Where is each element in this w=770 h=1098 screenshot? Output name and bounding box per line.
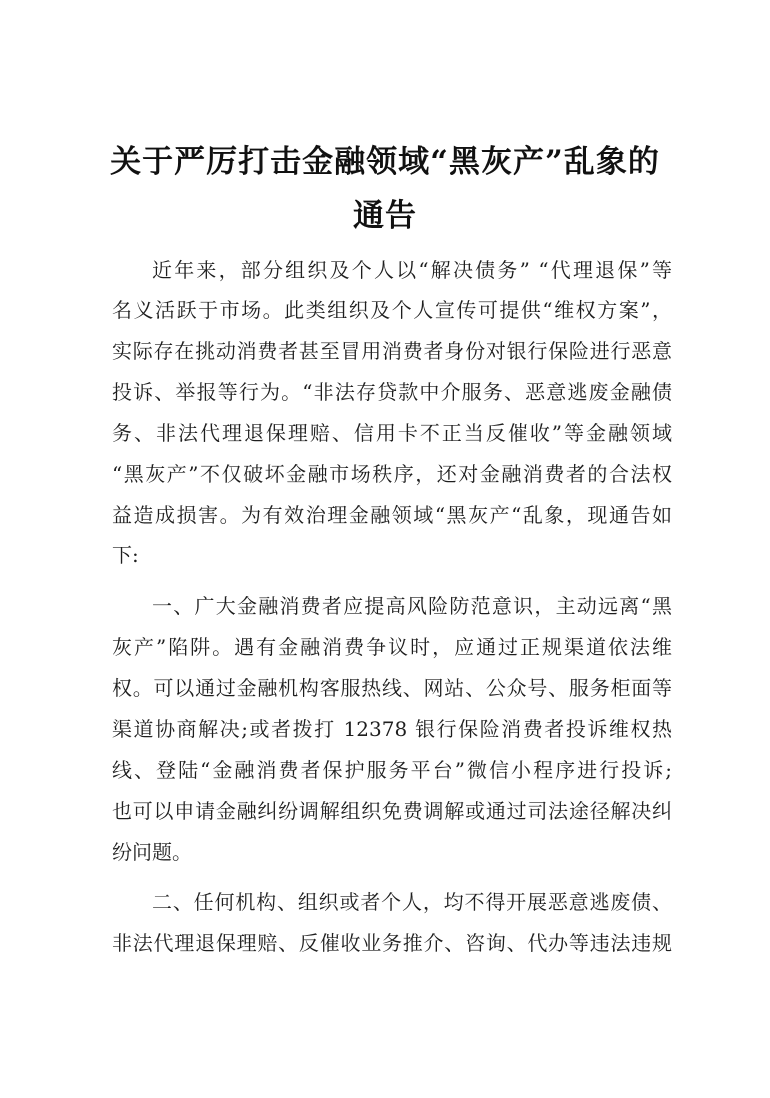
paragraph-line: 渠道协商解决;或者拨打 12378 银行保险消费者投诉维权热 <box>112 717 672 741</box>
document-title-line-1: 关于严厉打击金融领域“黑灰产”乱象的 <box>110 144 660 180</box>
paragraph-line: 投诉、举报等行为。“非法存贷款中介服务、恶意逃废金融债 <box>112 380 672 404</box>
paragraph-line: 纷问题。 <box>112 840 192 864</box>
paragraph-line: 二、任何机构、组织或者个人，均不得开展恶意逃废债、 <box>152 890 672 914</box>
document-title-line-2: 通告 <box>353 198 417 234</box>
paragraph-line: 权。可以通过金融机构客服热线、网站、公众号、服务柜面等 <box>112 676 672 700</box>
paragraph-line: 灰产”陷阱。遇有金融消费争议时，应通过正规渠道依法维 <box>112 635 672 659</box>
paragraph-line: 也可以申请金融纠纷调解组织免费调解或通过司法途径解决纠 <box>112 799 672 823</box>
paragraph-line: 益造成损害。为有效治理金融领域“黑灰产“乱象，现通告如 <box>112 503 672 527</box>
paragraph-line: “黑灰产”不仅破坏金融市场秩序，还对金融消费者的合法权 <box>112 462 672 486</box>
paragraph-line: 实际存在挑动消费者甚至冒用消费者身份对银行保险进行恶意 <box>112 339 672 363</box>
paragraph-line: 近年来，部分组织及个人以“解决债务” “代理退保”等 <box>152 258 672 282</box>
paragraph-line: 名义活跃于市场。此类组织及个人宣传可提供“维权方案”， <box>112 298 672 322</box>
paragraph-line: 一、广大金融消费者应提高风险防范意识，主动远离“黑 <box>152 594 672 618</box>
paragraph-line: 非法代理退保理赔、反催收业务推介、咨询、代办等违法违规 <box>112 931 672 955</box>
paragraph-line: 务、非法代理退保理赔、信用卡不正当反催收”等金融领域 <box>112 421 672 445</box>
paragraph-line: 线、登陆“金融消费者保护服务平台”微信小程序进行投诉; <box>112 758 672 782</box>
paragraph-line: 下: <box>112 543 139 567</box>
